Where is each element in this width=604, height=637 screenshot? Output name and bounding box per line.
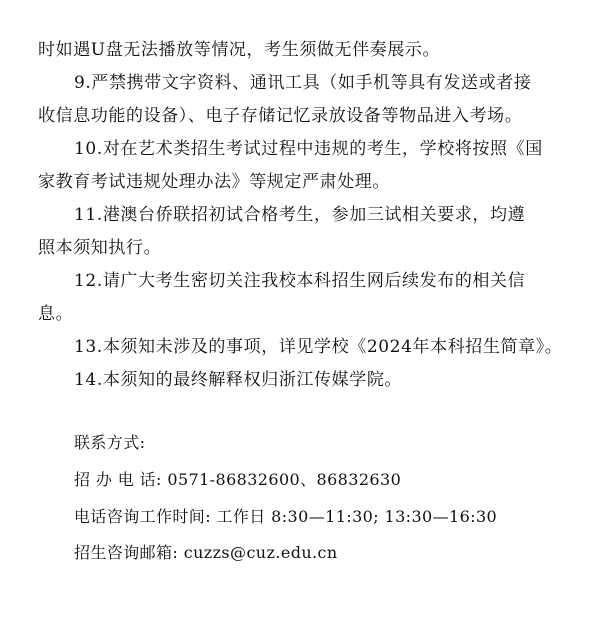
notice-item-10: 10.对在艺术类招生考试过程中违规的考生，学校将按照《国: [74, 139, 543, 159]
notice-item-9-cont: 收信息功能的设备）、电子存储记忆录放设备等物品进入考场。: [38, 106, 523, 126]
notice-item-12: 12.请广大考生密切关注我校本科招生网后续发布的相关信: [74, 271, 526, 291]
contact-hours-value: 工作日 8:30—11:30; 13:30—16:30: [216, 507, 498, 526]
contact-hours: [74, 506, 497, 528]
contact-phone-value: 0571-86832600、86832630: [167, 470, 402, 489]
contact-heading: 联系方式:: [74, 433, 146, 452]
notice-line-1: 时如遇U盘无法播放等情况，考生须做无伴奏展示。: [38, 40, 441, 60]
notice-item-9: 9.严禁携带文字资料、通讯工具（如手机等具有发送或者接: [74, 73, 532, 93]
contact-email-label: 招生咨询邮箱:: [74, 543, 179, 562]
notice-item-10-cont: 家教育考试违规处理办法》等规定严肃处理。: [38, 172, 390, 192]
contact-phone-label: 招 办 电 话:: [74, 470, 162, 489]
contact-email: [74, 542, 338, 564]
contact-hours-label: 电话咨询工作时间:: [74, 507, 211, 526]
notice-item-13: 13.本须知未涉及的事项，详见学校《2024年本科招生简章》。: [74, 337, 563, 357]
contact-email-value[interactable]: cuzzs@cuz.edu.cn: [183, 543, 338, 562]
notice-item-12-cont: 息。: [38, 304, 74, 324]
notice-item-11: 11.港澳台侨联招初试合格考生，参加三试相关要求，均遵: [74, 205, 526, 225]
notice-item-14: 14.本须知的最终解释权归浙江传媒学院。: [74, 370, 403, 390]
contact-phone: [74, 469, 401, 491]
notice-item-11-cont: 照本须知执行。: [38, 238, 162, 258]
